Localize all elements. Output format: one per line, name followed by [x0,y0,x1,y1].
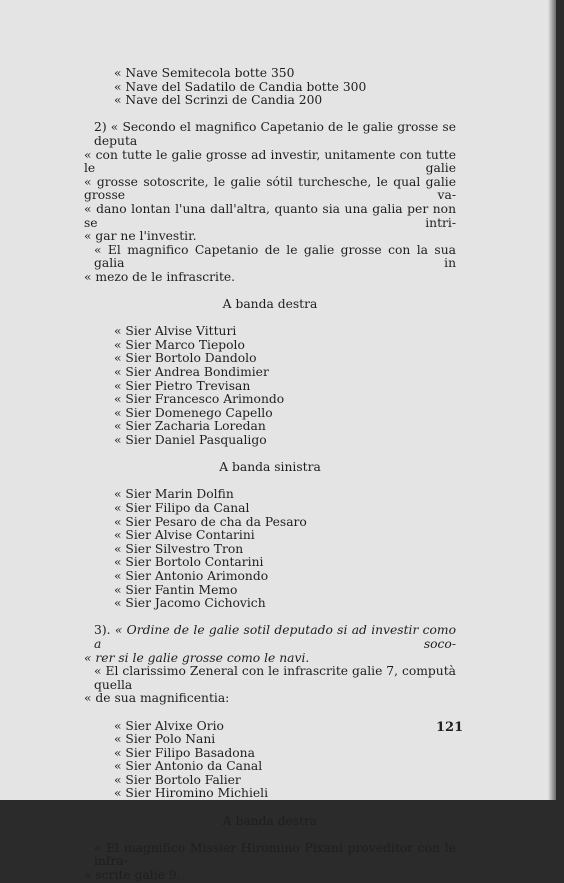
list-item: « Sier Marin Dolfin [114,487,234,502]
paragraph-line: « rer si le galie grosse como le navi. [84,650,310,665]
blank-line [84,312,456,326]
paragraph-line: « El magnifico Missier Hiromino Pixani proveditor con le infra- [94,840,456,869]
list-item: « Sier Polo Nani [114,732,216,747]
list-item: « Sier Hiromino Michieli [114,786,269,801]
section-heading: A banda destra [222,813,318,828]
paragraph-line: « scrite galie 9. [84,868,181,883]
list-item: « Sier Silvestro Tron [114,541,244,556]
list-item: « Sier Fantin Memo [114,582,238,597]
section-heading: A banda sinistra [219,460,321,475]
blank-line [84,828,456,842]
list-item: « Sier Francesco Arimondo [114,392,285,407]
list-item: « Sier Alvixe Orio [114,718,224,733]
blank-line [84,285,456,299]
blank-line [84,448,456,462]
item-number: 3). [94,623,115,638]
list-item: « Sier Antonio da Canal [114,759,263,774]
paragraph-line: « El clarissimo Zeneral con le infrascrite galie 7, computà quella [94,664,456,692]
list-item: « Sier Jacomo Cichovich [114,596,266,611]
page-number: 121 [436,720,464,735]
italic-text: « Ordine de le galie sotil deputado si ad investir como a soco- [94,623,456,651]
list-item: « Sier Antonio Arimondo [114,568,269,583]
list-item: « Sier Marco Tiepolo [114,337,245,352]
blank-line [84,475,456,489]
blank-line [84,108,456,122]
paragraph-line: « mezo de le infrascrite. [84,269,236,284]
list-item: « Sier Filipo Basadona [114,745,255,760]
paragraph-line: « de sua magnificentia: [84,691,230,706]
paragraph-line: « El magnifico Capetanio de le galie grosse con la sua galia in [94,242,456,271]
list-item: « Sier Zacharia Loredan [114,419,266,434]
paragraph-line: « dano lontan l'una dall'altra, quanto sia una galia per non se intri- [84,201,456,230]
paragraph-line: 2) « Secondo el magnifico Capetanio de le galie grosse se deputa [94,120,456,148]
blank-line [84,706,456,720]
blank-line [84,801,456,815]
list-item: « Sier Alvise Vitturi [114,324,237,339]
page-text [84,66,464,883]
list-item: « Sier Pesaro de cha da Pesaro [114,514,307,529]
list-item: « Nave del Scrinzi de Candia 200 [114,93,323,108]
paragraph-line: « gar ne l'investir. [84,229,197,244]
list-item: « Sier Filipo da Canal [114,501,250,515]
list-item: « Sier Bortolo Dandolo [114,351,257,366]
section-heading: A banda destra [222,297,318,312]
paragraph-line: « con tutte le galie grosse ad investir, unitamente con tutte le galie [84,147,456,176]
list-item: « Sier Pietro Trevisan [114,378,251,393]
list-item: « Sier Alvise Contarini [114,528,255,543]
list-item: « Sier Bortolo Falier [114,772,241,787]
list-item: « Sier Domenego Capello [114,405,273,420]
blank-line [84,611,456,625]
list-item: « Nave Semitecola botte 350 [114,66,295,80]
paragraph-line: « grosse sotoscrite, le galie sótil turchesche, le qual galie grosse va- [84,174,456,203]
list-item: « Sier Daniel Pasqualigo [114,433,267,448]
list-item: « Sier Andrea Bondimier [114,365,269,380]
list-item: « Sier Bortolo Contarini [114,555,264,570]
list-item: « Nave del Sadatilo de Candia botte 300 [114,79,367,94]
paragraph-line [84,624,456,651]
